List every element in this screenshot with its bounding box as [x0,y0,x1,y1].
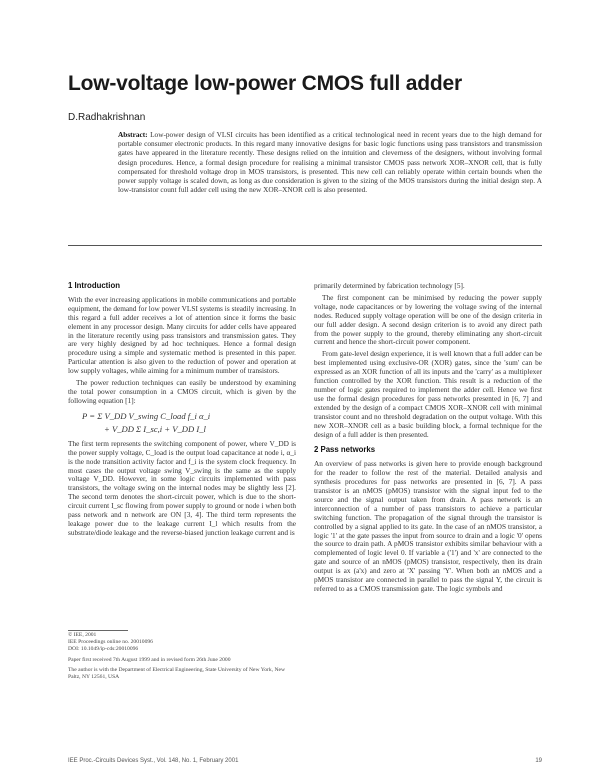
section-heading-introduction: 1 Introduction [68,281,120,290]
right-column [314,282,542,597]
footnote-received: Paper first received 7th August 1999 and in revised form 26th June 2000 [68,656,231,663]
equation-line-2: + V_DD Σ I_sc,i + V_DD I_l [104,423,206,434]
section-heading-pass-networks: 2 Pass networks [314,445,376,455]
paper-title: Low-voltage low-power CMOS full adder [68,72,462,95]
footnotes [68,632,296,681]
author-name: D.Radhakrishnan [68,112,146,123]
equation-line-1: P = Σ V_DD V_swing C_load f_i α_i [82,410,211,421]
left-column [68,282,296,541]
col2-paragraph-2: The first component can be minimised by reducing the power supply voltage, node capacitances or by lowering the voltage swing of the internal nodes. Reduced supply voltage operation will be one of the design criteria in our full adder design. A second design criterion is to avoid any direct path from the power supply to the ground, thereby eliminating any short-circuit current and hence the short-circuit power component. [314,292,542,347]
pass-networks-paragraph: An overview of pass networks is given here to provide enough background for the reader to follow the rest of the material. Detailed analysis and synthesis procedures for pass networks are presented in [6, 7]. A pass transistor is an nMOS (pMOS) transistor with the signal input fed to the source and the signal output taken from drain. A pass network is an interconnection of a number of pass transistors to achieve a particular switching function. The propagation of the signal through the transistor is controlled by a signal applied to its gate. In the case of an nMOS transistor, a logic '1' at the gate passes the input from source to drain and a logic '0' opens the source to drain path. A pMOS transistor exhibits similar behaviour with a complemented of logic level 0. If variable a ('1') and 'x' are connected to the gate and source of an nMOS (pMOS) transistor, respectively, then its drain output is ax (a'x) and zero at 'X' passing 'Y'. When both an nMOS and a pMOS transistor are connected in parallel to pass the signal Y, the circuit is referred to as a CMOS transmission gate. The logic symbols and [314,459,542,593]
intro-paragraph-3: The first term represents the switching component of power, where V_DD is the power supply voltage, C_load is the output load capacitance at node i, α_i is the node transition activity factor and f_i is the system clock frequency. In most cases the output voltage swing V_swing is the same as the supply voltage V_DD. However, in some logic circuits implemented with pass transistors, the voltage swing on the internal nodes may be slightly less [2]. The second term denotes the short-circuit power, which is due to the short-circuit current I_sc flowing from power supply to ground or node i when both pass network and n network are ON [3, 4]. The third term represents the leakage power due to the leakage current I_l which results from the substrate/diode leakage and the reverse-biased junction leakage current and is [68,438,296,537]
page-number: 19 [535,758,542,764]
footnote-divider [68,630,128,631]
footnote-copyright: © IEE, 2001 [68,632,97,638]
abstract-text: Low-power design of VLSI circuits has been identified as a critical technological need in recent years due to the high demand for portable consumer electronic products. In this regard many innovative designs for basic logic functions using pass transistors and transmission gates have appeared in the literature recently. These designs relied on the intuition and cleverness of the designers, without involving formal design procedures. Hence, a formal design procedure for realising a minimal transistor CMOS pass network XOR–XNOR cell, that is fully compensated for threshold voltage drop in MOS transistors, is presented. This new cell can reliably operate within certain bounds when the power supply voltage is scaled down, as long as due consideration is given to the sizing of the MOS transistors during the initial design step. A low-transistor count full adder cell using the new XOR–XNOR cell is also presented. [118,130,542,195]
abstract-label: Abstract: [118,130,148,139]
header-divider [68,245,542,246]
intro-paragraph-2: The power reduction techniques can easily be understood by examining the total power consumption in a CMOS circuit, which is given by the following equation [1]: [68,378,296,405]
footnote-doi: DOI: 10.1049/ip-cds:20010096 [68,646,139,653]
power-equation [82,410,296,436]
footnote-online-no: IEE Proceedings online no. 20010096 [68,639,153,646]
col2-paragraph-3: From gate-level design experience, it is well known that a full adder can be best implemented using exclusive-OR (XOR) gates, since the 'sum' can be expressed as an XOR function of all its inputs and the 'carry' as a multiplexer function controlled by the XOR function. This result is a reduction of the number of logic gates required to implement the adder cell. Hence we first use the formal design procedures for pass networks presented in [6, 7] and extended by the design of a compact CMOS XOR–XNOR cell with minimal transistor count and no threshold degradation on the output voltage. With this new XOR–XNOR cell as a basic building block, a formal technique for the design of a full adder is then presented. [314,349,542,439]
journal-footer: IEE Proc.-Circuits Devices Syst., Vol. 148, No. 1, February 2001 [68,758,239,764]
footnote-affiliation: The author is with the Department of Electrical Engineering, State University of New York, New Paltz, NY 12561, USA [68,666,286,681]
col2-paragraph-1: primarily determined by fabrication technology [5]. [314,281,465,290]
intro-paragraph-1: With the ever increasing applications in mobile communications and portable equipment, the demand for low power VLSI systems is steadily increasing. In this regard a full adder receives a lot of attention since it forms the basic element in any processor design. Many circuits for adder cells have appeared in the literature recently using pass transistors and transmission gates. They are very highly designed by ad hoc techniques. Hence a formal design procedure using a simple and systematic method is presented in this paper. Particular attention is also given to the reduction of power and operation at low supply voltages, while aiming for a minimum number of transistors. [68,294,296,376]
abstract [118,130,542,194]
